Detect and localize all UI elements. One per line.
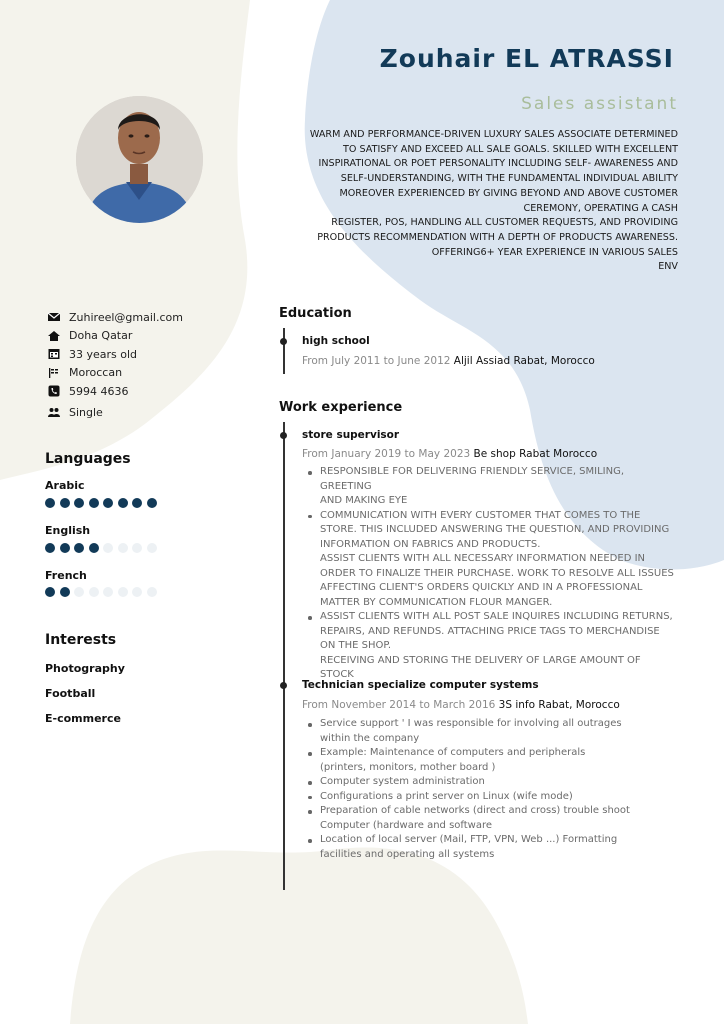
home-icon (47, 330, 61, 342)
duty-line: ASSIST CLIENTS WITH ALL POST SALE INQUIRES INCLUDING RETURNS, (302, 610, 674, 625)
level-dot-filled (103, 498, 113, 508)
contact-marital-status (47, 404, 247, 423)
job-title: Sales assistant (521, 94, 678, 114)
people-icon (47, 407, 61, 419)
envelope-icon (47, 311, 61, 323)
level-dot-filled (45, 498, 55, 508)
duty-line: RECEIVING AND STORING THE DELIVERY OF LARGE AMOUNT OF (320, 654, 641, 666)
timeline-dot (280, 338, 287, 345)
timeline-dot (280, 682, 287, 689)
profile-summary (278, 128, 678, 275)
languages-heading: Languages (45, 451, 131, 467)
duty-line: (printers, monitors, mother board ) (320, 761, 496, 773)
duty-line: ON THE SHOP. (320, 640, 392, 651)
job-title-2: Technician specialize computer systems (302, 679, 539, 691)
nationality-text: Moroccan (69, 366, 123, 380)
job-dates: From January 2019 to May 2023 (302, 448, 471, 460)
duty-line: Service support ' I was responsible for involving all outrages (302, 717, 674, 732)
language-name: French (45, 569, 87, 582)
language-name: English (45, 524, 91, 537)
job-location: Rabat Morocco (519, 448, 598, 460)
contact-age (47, 345, 247, 364)
level-dot-empty (147, 587, 157, 597)
experience-heading: Work experience (279, 400, 403, 415)
duty-line: within the company (320, 732, 420, 744)
level-dot-filled (45, 543, 55, 553)
level-dot-empty (118, 587, 128, 597)
job-location: Rabat, Morocco (538, 699, 620, 711)
summary-line: TO SATISFY AND EXCEED ALL SALE GOALS. SKILLED WITH EXCELLENT (343, 143, 678, 155)
duty-line: Example: Maintenance of computers and peripherals (302, 746, 674, 761)
job-dates: From November 2014 to March 2016 (302, 699, 496, 711)
summary-line: SELF-UNDERSTANDING, WITH THE FUNDAMENTAL INDIVIDUAL ABILITY (340, 173, 678, 185)
job-title-1: store supervisor (302, 429, 400, 441)
summary-line: REGISTER, POS, HANDLING ALL CUSTOMER REQUESTS, AND PROVIDING (331, 217, 678, 229)
duty-line: STORE. THIS INCLUDED ANSWERING THE QUESTION, AND PROVIDING (320, 524, 670, 535)
summary-line: ENV (658, 261, 678, 273)
level-dot-empty (74, 587, 84, 597)
education-timeline-line (283, 328, 285, 374)
interest-item: Football (45, 687, 96, 700)
education-dates: From July 2011 to June 2012 (302, 355, 451, 367)
calendar-icon (47, 348, 61, 360)
level-dot-empty (103, 543, 113, 553)
level-dot-filled (89, 498, 99, 508)
contact-address (47, 327, 247, 346)
duty-line: AND MAKING EYE (320, 495, 408, 506)
avatar (76, 96, 203, 223)
duty-line: MATTER BY COMMUNICATION FLOUR MANGER. (320, 596, 553, 608)
phone-text: 5994 4636 (69, 384, 129, 398)
phone-icon (47, 385, 61, 397)
education-meta (302, 355, 595, 367)
level-dot-empty (103, 587, 113, 597)
email-text: Zuhireel@gmail.com (69, 310, 183, 324)
language-level-arabic (45, 498, 161, 509)
contact-phone (47, 382, 247, 401)
interest-item: E-commerce (45, 712, 121, 725)
duty-line: ASSIST CLIENTS WITH ALL NECESSARY INFORMATION NEEDED IN (320, 553, 646, 564)
job-meta-2 (302, 699, 620, 711)
summary-line: INSPIRATIONAL OR POET PERSONALITY INCLUDING SELF- AWARENESS AND (318, 158, 678, 170)
level-dot-filled (89, 543, 99, 553)
education-location: Rabat, Morocco (513, 355, 595, 367)
level-dot-filled (147, 498, 157, 508)
age-text: 33 years old (69, 347, 138, 361)
avatar-portrait (76, 96, 203, 223)
language-name: Arabic (45, 479, 85, 492)
duty-line: REPAIRS, AND REFUNDS. ATTACHING PRICE TAGS TO MERCHANDISE (320, 625, 660, 637)
education-heading: Education (279, 306, 352, 321)
level-dot-filled (74, 543, 84, 553)
flag-icon (47, 367, 61, 379)
summary-line: MOREOVER EXPERIENCED BY GIVING BEYOND AND ABOVE CUSTOMER (339, 187, 678, 199)
interests-heading: Interests (45, 632, 117, 648)
experience-timeline-line (283, 422, 285, 890)
contact-list (47, 308, 247, 422)
duty-line: facilities and operating all systems (320, 848, 495, 860)
duty-line: STOCK (320, 669, 354, 680)
duty-line: ORDER TO FINALIZE THEIR PURCHASE. WORK TO RESOLVE ALL ISSUES (320, 567, 674, 579)
level-dot-empty (89, 587, 99, 597)
level-dot-filled (132, 498, 142, 508)
timeline-dot (280, 432, 287, 439)
education-title: high school (302, 335, 370, 347)
language-level-english (45, 543, 161, 554)
level-dot-filled (45, 587, 55, 597)
job-company: Be shop (473, 448, 516, 460)
interest-item: Photography (45, 662, 125, 675)
duty-line: Computer (hardware and software (320, 819, 493, 831)
duty-line: RESPONSIBLE FOR DELIVERING FRIENDLY SERVICE, SMILING, GREETING (302, 465, 674, 494)
level-dot-filled (74, 498, 84, 508)
job-duties-2 (302, 717, 674, 862)
level-dot-filled (118, 498, 128, 508)
level-dot-empty (132, 587, 142, 597)
candidate-name: Zouhair EL ATRASSI (379, 44, 674, 73)
level-dot-filled (60, 543, 70, 553)
address-text: Doha Qatar (69, 329, 133, 343)
duty-line: Configurations a print server on Linux (wife mode) (302, 790, 674, 805)
level-dot-filled (60, 498, 70, 508)
duty-line: INFORMATION ON FABRICS AND PRODUCTS. (320, 538, 541, 550)
level-dot-filled (60, 587, 70, 597)
summary-line: PRODUCTS RECOMMENDATION WITH A DEPTH OF PRODUCTS AWARENESS. (317, 231, 678, 243)
duty-line: Computer system administration (302, 775, 674, 790)
job-company: 3S info (498, 699, 536, 711)
summary-line: WARM AND PERFORMANCE-DRIVEN LUXURY SALES ASSOCIATE DETERMINED (309, 129, 678, 140)
contact-nationality (47, 364, 247, 383)
summary-line: OFFERING6+ YEAR EXPERIENCE IN VARIOUS SALES (431, 246, 678, 258)
language-level-french (45, 587, 161, 598)
duty-line: AFFECTING CLIENT'S ORDERS QUICKLY AND IN A PROFESSIONAL (320, 582, 643, 593)
job-meta-1 (302, 448, 597, 460)
level-dot-empty (118, 543, 128, 553)
duty-line: COMMUNICATION WITH EVERY CUSTOMER THAT COMES TO THE (302, 509, 674, 524)
level-dot-empty (132, 543, 142, 553)
duty-line: Preparation of cable networks (direct and cross) trouble shoot (302, 804, 674, 819)
level-dot-empty (147, 543, 157, 553)
marital-status-text: Single (69, 406, 103, 420)
education-institution: Aljil Assiad (453, 355, 511, 367)
contact-email (47, 308, 247, 327)
duty-line: Location of local server (Mail, FTP, VPN, Web ...) Formatting (302, 833, 674, 848)
job-duties-1 (302, 465, 674, 683)
summary-line: CEREMONY, OPERATING A CASH (523, 202, 678, 214)
cream-blob-bottom (70, 848, 528, 1024)
